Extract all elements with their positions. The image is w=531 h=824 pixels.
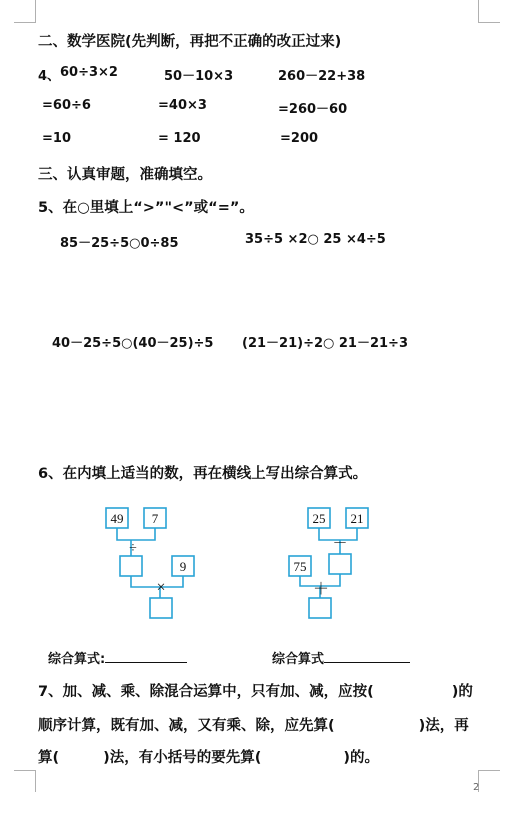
tree1-value-c: 9 bbox=[179, 559, 187, 574]
q7-line1-text: 7、加、减、乘、除混合运算中，只有加、减，应按( bbox=[38, 684, 374, 700]
section2-heading: 二、数学医院(先判断，再把不正确的改正过来) bbox=[38, 34, 342, 50]
q4-col2-line1: 50－10×3 bbox=[164, 69, 234, 84]
q4-col3-line3: =200 bbox=[280, 131, 319, 146]
tree2-box-result1 bbox=[329, 554, 351, 574]
q5-item-3: 40－25÷5○(40－25)÷5 bbox=[52, 336, 214, 351]
q7-line2-end: )法，再 bbox=[418, 718, 469, 734]
tree1-op2: × bbox=[156, 579, 166, 596]
formula-label-2: 综合算式 bbox=[272, 652, 325, 667]
formula-label-1: 综合算式: bbox=[48, 652, 106, 667]
q4-col2-line3: = 120 bbox=[158, 131, 201, 146]
section3-heading: 三、认真审题，准确填空。 bbox=[38, 167, 212, 183]
tree1-value-b: 7 bbox=[151, 511, 159, 526]
q4-col3-line2: =260－60 bbox=[278, 102, 348, 117]
tree2-box-result2 bbox=[309, 598, 331, 618]
q7-line-3 bbox=[38, 746, 379, 767]
tree1-box-result2 bbox=[150, 598, 172, 618]
formula-line-1 bbox=[48, 648, 187, 667]
q5-prompt: 5、在○里填上“>”"<”或“=”。 bbox=[38, 200, 254, 216]
q5-item-4: (21－21)÷2○ 21－21÷3 bbox=[242, 336, 408, 351]
q7-line3-text-b: )法，有小括号的要先算( bbox=[103, 750, 262, 766]
crop-mark bbox=[35, 770, 36, 792]
q5-item-1: 85－25÷5○0÷85 bbox=[60, 236, 179, 251]
crop-mark bbox=[478, 22, 500, 23]
crop-mark bbox=[14, 22, 36, 23]
tree1-value-a: 49 bbox=[110, 511, 124, 526]
q4-col1-line2: =60÷6 bbox=[42, 98, 91, 113]
q4-col1-line3: =10 bbox=[42, 131, 71, 146]
q7-line2-text: 顺序计算，既有加、减，又有乘、除，应先算( bbox=[38, 718, 335, 734]
q7-line-2 bbox=[38, 714, 469, 735]
page-number: 2 bbox=[473, 782, 480, 793]
q4-col1-line1: 60÷3×2 bbox=[60, 65, 118, 80]
crop-mark bbox=[478, 0, 479, 22]
tree-diagram-2 bbox=[280, 500, 400, 625]
q4-col3-line1: 260－22+38 bbox=[278, 69, 366, 84]
tree2-value-b: 21 bbox=[350, 511, 364, 526]
q6-prompt: 6、在内填上适当的数，再在横线上写出综合算式。 bbox=[38, 466, 368, 482]
formula-answer-blank-2[interactable] bbox=[324, 648, 410, 663]
q7-line1-end: )的 bbox=[451, 684, 473, 700]
tree1-box-result1 bbox=[120, 556, 142, 576]
q4-col2-line2: =40×3 bbox=[158, 98, 207, 113]
q7-line3-text-a: 算( bbox=[38, 750, 60, 766]
q7-line3-text-c: )的。 bbox=[343, 750, 380, 766]
q5-item-2: 35÷5 ×2○ 25 ×4÷5 bbox=[245, 232, 386, 247]
q7-line-1 bbox=[38, 680, 473, 701]
tree1-op1: ÷ bbox=[129, 541, 137, 556]
crop-mark bbox=[35, 0, 36, 22]
formula-answer-blank-1[interactable] bbox=[105, 648, 187, 663]
tree2-op1: － bbox=[332, 536, 348, 552]
q4-label: 4、 bbox=[38, 69, 61, 84]
crop-mark bbox=[478, 770, 500, 771]
tree-diagram-1 bbox=[95, 500, 215, 625]
crop-mark bbox=[14, 770, 36, 771]
tree2-value-a: 25 bbox=[312, 511, 326, 526]
formula-line-2 bbox=[272, 648, 410, 667]
tree2-op2: ＋ bbox=[312, 581, 330, 598]
tree2-value-c: 75 bbox=[293, 559, 307, 574]
